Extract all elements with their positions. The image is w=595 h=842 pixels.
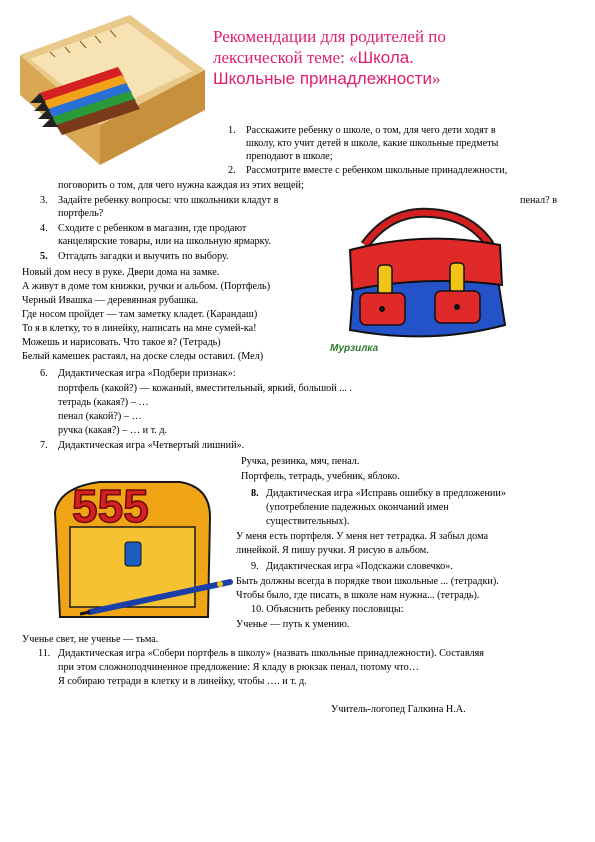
item-3-line-a: Задайте ребенку вопросы: что школьники кладут в	[58, 195, 279, 206]
item-4-line-b: канцелярские товары, или на школьную ярмарку.	[58, 236, 272, 247]
item-3-line-a2: пенал? в	[520, 195, 557, 206]
item-7-line: Портфель, тетрадь, учебник, яблоко.	[241, 471, 400, 482]
murzilka-logo: Мурзилка	[330, 343, 379, 354]
item-9-line: Быть должны всегда в порядке твои школьные ... (тетрадки).	[236, 576, 499, 587]
item-8-number: 8.	[251, 488, 259, 499]
item-8-line-b: (употребление падежных окончаний имен	[266, 502, 449, 513]
riddle-line: Белый камешек растаял, на доске следы оставил. (Мел)	[22, 351, 264, 362]
item-11-line-b: при этом сложноподчиненное предложение: Я кладу в рюкзак пенал, потому что…	[58, 662, 419, 673]
item-6-line: портфель (какой?) — кожаный, вместительный, яркий, большой ... .	[58, 383, 353, 394]
item-9-number: 9.	[251, 561, 259, 572]
item-6-number: 6.	[40, 368, 48, 379]
title-subtopic: Школьные принадлежности	[213, 69, 432, 88]
item-6-text: Дидактическая игра «Подбери признак»:	[58, 368, 236, 379]
title-line-3-end: »	[431, 69, 441, 88]
item-3-line-b: портфель?	[58, 208, 104, 219]
item-2-line-a: Рассмотрите вместе с ребенком школьные принадлежности,	[246, 165, 508, 176]
item-2-number: 2.	[228, 165, 236, 176]
item-1-line-a: Расскажите ребенку о школе, о том, для чего дети ходят в	[246, 125, 496, 136]
item-10-text: 10. Объяснить ребенку пословицы:	[251, 604, 404, 615]
item-8-line-c: существительных).	[266, 516, 350, 527]
riddle-line: Можешь и нарисовать. Что такое я? (Тетрадь)	[22, 337, 221, 348]
item-8-line: У меня есть портфеля. У меня нет тетрадка. Я забыл дома	[236, 531, 488, 542]
riddle-line: А живут в доме том книжки, ручки и альбом. (Портфель)	[22, 281, 271, 292]
pencil-box-illustration	[20, 15, 205, 165]
item-4-number: 4.	[40, 223, 48, 234]
item-7-number: 7.	[40, 440, 48, 451]
school-bag-illustration	[330, 205, 520, 355]
signature: Учитель-логопед Галкина Н.А.	[331, 704, 466, 715]
item-7-text: Дидактическая игра «Четвертый лишний».	[58, 440, 245, 451]
item-1-number: 1.	[228, 125, 236, 136]
title-line-2-text: лексической теме: «	[213, 48, 358, 67]
title-line-1: Рекомендации для родителей по	[213, 27, 446, 46]
riddle-line: Новый дом несу в руке. Двери дома на замке.	[22, 267, 220, 278]
item-5-number: 5.	[40, 251, 48, 262]
backpack-digits: 555	[72, 480, 149, 532]
title-line-3	[213, 68, 543, 89]
item-11-line-c: Я собираю тетради в клетку и в линейку, чтобы …. и т. д.	[58, 676, 307, 687]
riddle-line: Черный Ивашка — деревянная рубашка.	[22, 295, 199, 306]
item-9-line: Чтобы было, где писать, в школе нам нужна... (тетрадь).	[236, 590, 480, 601]
backpack-555-illustration	[30, 452, 235, 632]
item-5-text: Отгадать загадки и выучить по выбору.	[58, 251, 229, 262]
item-1-line-b: школу, кто учит детей в школе, какие школьные предметы	[246, 138, 499, 149]
item-3-number: 3.	[40, 195, 48, 206]
item-11-line-a: Дидактическая игра «Собери портфель в школу» (назвать школьные принадлежности). Составляя	[58, 648, 484, 659]
page-title	[213, 26, 543, 89]
item-6-line: пенал (какой?) – …	[58, 411, 142, 422]
item-6-line: ручка (какая?) – … и т. д.	[58, 425, 168, 436]
title-line-2-end: .	[409, 48, 414, 67]
title-topic: Школа	[357, 48, 410, 67]
riddle-line: То я в клетку, то в линейку, написать на мне сумей-ка!	[22, 323, 257, 334]
item-7-line: Ручка, резинка, мяч, пенал.	[241, 456, 360, 467]
item-4-line-a: Сходите с ребенком в магазин, где продают	[58, 223, 247, 234]
item-6-line: тетрадь (какая?) – …	[58, 397, 149, 408]
item-10-proverb-b: Ученье свет, не ученье — тьма.	[22, 634, 159, 645]
riddle-line: Где носом пройдет — там заметку кладет. (Карандаш)	[22, 309, 258, 320]
item-1-line-c: преподают в школе;	[246, 151, 333, 162]
item-10-proverb-a: Ученье — путь к умению.	[236, 619, 350, 630]
item-8-line: линейкой. Я пишу ручки. Я рисую в альбом.	[236, 545, 429, 556]
title-line-2	[213, 47, 543, 68]
item-8-line-a: Дидактическая игра «Исправь ошибку в предложении»	[266, 488, 506, 499]
item-9-text: Дидактическая игра «Подскажи словечко».	[266, 561, 453, 572]
item-11-number: 11.	[38, 648, 51, 659]
item-2-line-b: поговорить о том, для чего нужна каждая из этих вещей;	[58, 180, 304, 191]
